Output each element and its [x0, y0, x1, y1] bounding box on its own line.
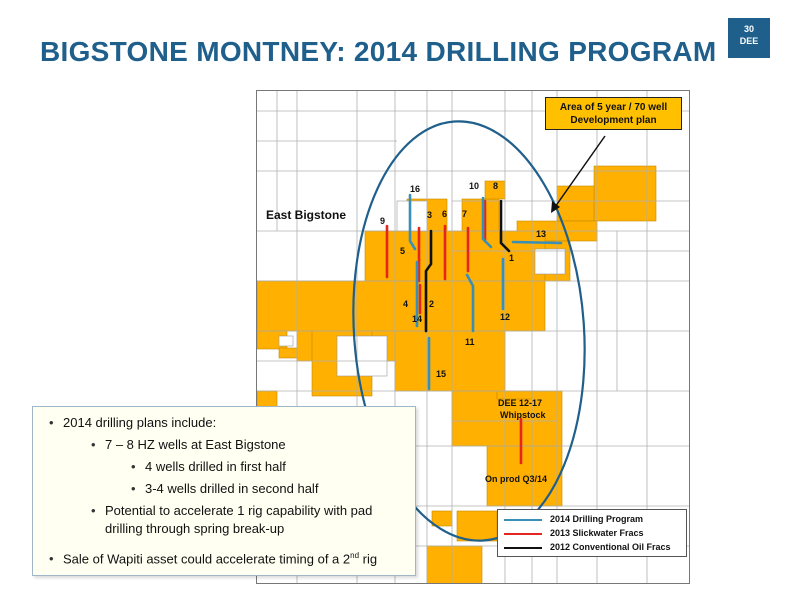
page-badge [728, 18, 770, 58]
legend-label-slickwater: 2013 Slickwater Fracs [550, 528, 644, 538]
bullet-first-half: • 4 wells drilled in first half [145, 459, 286, 474]
legend-swatch-black [504, 547, 542, 549]
callout-line-1: Area of 5 year / 70 well [559, 102, 668, 113]
dee-well-label: DEE 12-17 [498, 398, 543, 408]
map-legend [497, 509, 687, 557]
well-label-12: 12 [500, 312, 511, 322]
well-label-6: 6 [442, 209, 448, 219]
bullet-hz-wells: • 7 – 8 HZ wells at East Bigstone [105, 437, 286, 452]
well-label-15: 15 [436, 369, 447, 379]
development-plan-callout [545, 97, 682, 130]
well-label-1: 1 [509, 253, 515, 263]
legend-label-conventional: 2012 Conventional Oil Fracs [550, 542, 671, 552]
east-bigstone-label: East Bigstone [266, 208, 347, 222]
page-number: 30 [743, 24, 754, 34]
on-prod-label: On prod Q3/14 [485, 474, 548, 484]
wapiti-text: Sale of Wapiti asset could accelerate timing of a 2 [63, 551, 351, 567]
well-label-13: 13 [536, 229, 547, 239]
well-label-2: 2 [429, 299, 435, 309]
well-label-11: 11 [465, 337, 475, 347]
page-code: DEE [739, 36, 759, 46]
well-label-8: 8 [493, 181, 499, 191]
well-label-10: 10 [469, 181, 480, 191]
well-label-7: 7 [462, 209, 468, 219]
whipstock-label: Whipstock [500, 410, 546, 420]
well-label-5: 5 [400, 246, 406, 256]
legend-swatch-red [504, 533, 542, 535]
bullet-second-half: • 3-4 wells drilled in second half [145, 481, 318, 496]
legend-swatch-blue [504, 519, 542, 521]
drilling-plans-textbox [32, 406, 416, 576]
well-label-16: 16 [410, 184, 421, 194]
well-label-9: 9 [380, 216, 386, 226]
well-label-14: 14 [412, 314, 423, 324]
bullet-wapiti-sale [63, 551, 377, 566]
slide-title: BIGSTONE MONTNEY: 2014 DRILLING PROGRAM [40, 36, 717, 67]
well-label-4: 4 [403, 299, 409, 309]
callout-line-2: Development plan [570, 115, 657, 126]
wapiti-tail: rig [359, 551, 378, 567]
bullet-drilling-plans: • 2014 drilling plans include: [63, 415, 216, 430]
wapiti-sup: nd [350, 551, 360, 560]
legend-label-drilling: 2014 Drilling Program [550, 514, 644, 524]
well-label-3: 3 [427, 210, 433, 220]
bullet-accelerate-rig: • Potential to accelerate 1 rig capability with pad [105, 503, 372, 518]
bullet-accelerate-rig-cont: drilling through spring break-up [105, 521, 285, 536]
